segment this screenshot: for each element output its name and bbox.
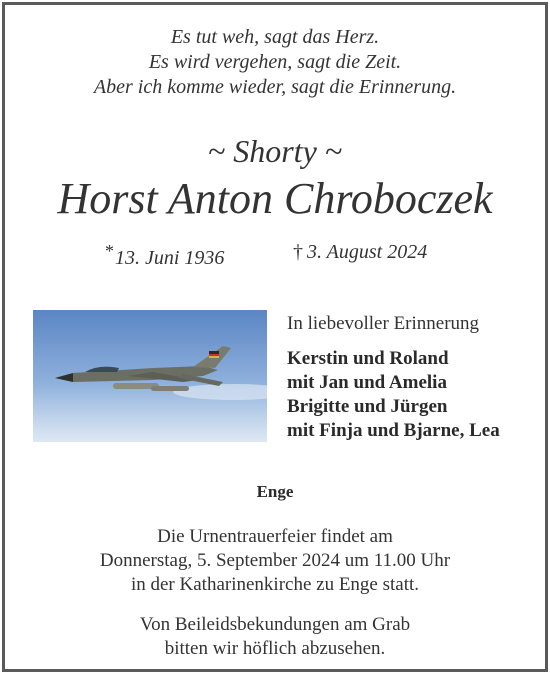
death-date: 3. August 2024 [307,241,428,263]
condolence-line: Von Beileidsbekundungen am Grab [139,614,411,635]
family-line: Brigitte und Jürgen [287,396,448,417]
ceremony-line: in der Katharinenkirche zu Enge statt. [130,574,420,595]
nickname: ~ Shorty ~ [207,133,343,169]
ceremony-notice [5,525,545,597]
poem-line: Aber ich komme wieder, sagt die Erinnerung. [93,76,457,98]
place-name: Enge [256,482,294,501]
condolence-notice [5,613,545,661]
poem-line: Es wird vergehen, sagt die Zeit. [148,51,402,73]
deceased-name: Horst Anton Chroboczek [57,174,493,223]
birth-star-icon: * [105,241,114,261]
birth-date-line [105,241,224,270]
ceremony-line: Die Urnentrauerfeier findet am [157,526,393,547]
poem [5,25,545,100]
death-date-line [293,241,427,264]
condolence-line: bitten wir höflich abzusehen. [164,638,386,659]
family-line: mit Jan und Amelia [287,372,447,393]
birth-date: 13. Juni 1936 [115,247,225,269]
obituary-card [2,2,548,672]
poem-line: Es tut weh, sagt das Herz. [170,26,380,48]
death-cross-icon: † [293,241,303,263]
memorial-intro: In liebevoller Erinnerung [287,313,480,334]
fighter-jet-photo [33,310,267,442]
family-list [287,347,500,443]
family-line: mit Finja und Bjarne, Lea [287,420,500,441]
ceremony-line: Donnerstag, 5. September 2024 um 11.00 Uhr [99,550,451,571]
family-line: Kerstin und Roland [287,348,449,369]
